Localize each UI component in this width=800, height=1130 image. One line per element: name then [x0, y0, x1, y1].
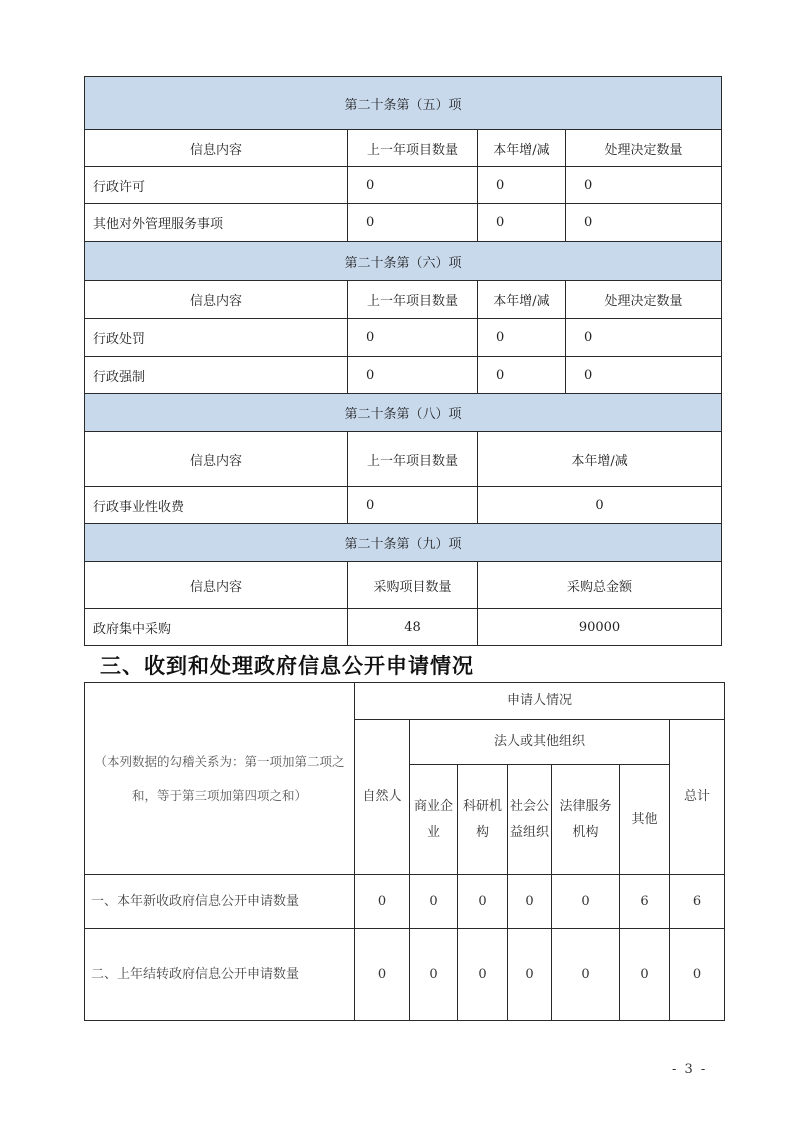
cell-value: 0: [566, 319, 722, 357]
cell-value: 0: [348, 487, 478, 524]
cell-value: 0: [355, 929, 410, 1021]
column-header: 本年增/减: [478, 281, 566, 319]
section-title: 第二十条第（五）项: [85, 77, 722, 130]
section-header: [85, 242, 722, 281]
cell-value: 0: [552, 875, 620, 929]
cell-value: 0: [348, 319, 478, 357]
section-title: 第二十条第（六）项: [85, 242, 722, 281]
cell-value: 0: [566, 204, 722, 242]
table-row: [85, 929, 725, 1021]
column-header: 信息内容: [85, 130, 348, 167]
cell-value: 0: [566, 167, 722, 204]
table-note: （本列数据的勾稽关系为：第一项加第二项之和，等于第三项加第四项之和）: [85, 683, 355, 875]
cell-value: 0: [410, 875, 458, 929]
column-header: 信息内容: [85, 562, 348, 609]
table-row: [85, 609, 722, 646]
page-number: - 3 -: [672, 1062, 708, 1077]
legal-group-header: 法人或其他组织: [410, 720, 670, 765]
cell-value: 0: [508, 875, 552, 929]
column-header: 处理决定数量: [566, 281, 722, 319]
column-header-row: [85, 281, 722, 319]
cell-value: 0: [478, 487, 722, 524]
sub-header: 其他: [620, 765, 670, 875]
column-header: 本年增/减: [478, 432, 722, 487]
cell-value: 0: [478, 204, 566, 242]
cell-value: 0: [620, 929, 670, 1021]
row-label: 政府集中采购: [85, 609, 348, 646]
cell-value: 0: [508, 929, 552, 1021]
column-header: 本年增/减: [478, 130, 566, 167]
cell-value: 6: [670, 875, 725, 929]
total-header: 总计: [670, 720, 725, 875]
cell-value: 0: [458, 875, 508, 929]
cell-value: 0: [478, 167, 566, 204]
applicant-header: 申请人情况: [355, 683, 725, 720]
column-header: 处理决定数量: [566, 130, 722, 167]
column-header-row: [85, 130, 722, 167]
cell-value: 0: [552, 929, 620, 1021]
row-label: 行政许可: [85, 167, 348, 204]
table-row: [85, 204, 722, 242]
cell-value: 0: [348, 167, 478, 204]
sub-header: 社会公益组织: [508, 765, 552, 875]
column-header: 上一年项目数量: [348, 130, 478, 167]
section-heading: 三、收到和处理政府信息公开申请情况: [100, 653, 474, 678]
section-header: [85, 394, 722, 432]
sub-header: 科研机构: [458, 765, 508, 875]
cell-value: 0: [410, 929, 458, 1021]
column-header: 信息内容: [85, 281, 348, 319]
cell-value: 0: [348, 204, 478, 242]
cell-value: 90000: [478, 609, 722, 646]
section-header: [85, 77, 722, 130]
sub-header: 商业企业: [410, 765, 458, 875]
row-label: 二、上年结转政府信息公开申请数量: [85, 929, 355, 1021]
table-row: [85, 875, 725, 929]
cell-value: 0: [478, 319, 566, 357]
table-row: [85, 487, 722, 524]
cell-value: 0: [348, 357, 478, 394]
cell-value: 48: [348, 609, 478, 646]
sub-header: 法律服务机构: [552, 765, 620, 875]
row-label: 行政处罚: [85, 319, 348, 357]
cell-value: 0: [478, 357, 566, 394]
row-label: 一、本年新收政府信息公开申请数量: [85, 875, 355, 929]
section-title: 第二十条第（九）项: [85, 524, 722, 562]
cell-value: 0: [566, 357, 722, 394]
row-label: 行政事业性收费: [85, 487, 348, 524]
table-row: [85, 167, 722, 204]
cell-value: 0: [355, 875, 410, 929]
column-header-row: [85, 432, 722, 487]
section-title: 第二十条第（八）项: [85, 394, 722, 432]
cell-value: 6: [620, 875, 670, 929]
column-header: 上一年项目数量: [348, 281, 478, 319]
table-row: [85, 319, 722, 357]
natural-person-header: 自然人: [355, 720, 410, 875]
column-header: 上一年项目数量: [348, 432, 478, 487]
cell-value: 0: [458, 929, 508, 1021]
column-header: 采购项目数量: [348, 562, 478, 609]
row-label: 行政强制: [85, 357, 348, 394]
application-stats-table: [84, 682, 725, 1021]
cell-value: 0: [670, 929, 725, 1021]
column-header: 信息内容: [85, 432, 348, 487]
column-header-row: [85, 562, 722, 609]
section-header: [85, 524, 722, 562]
row-label: 其他对外管理服务事项: [85, 204, 348, 242]
header-row: [85, 683, 725, 720]
table-row: [85, 357, 722, 394]
column-header: 采购总金额: [478, 562, 722, 609]
disclosure-stats-table: [84, 76, 722, 646]
